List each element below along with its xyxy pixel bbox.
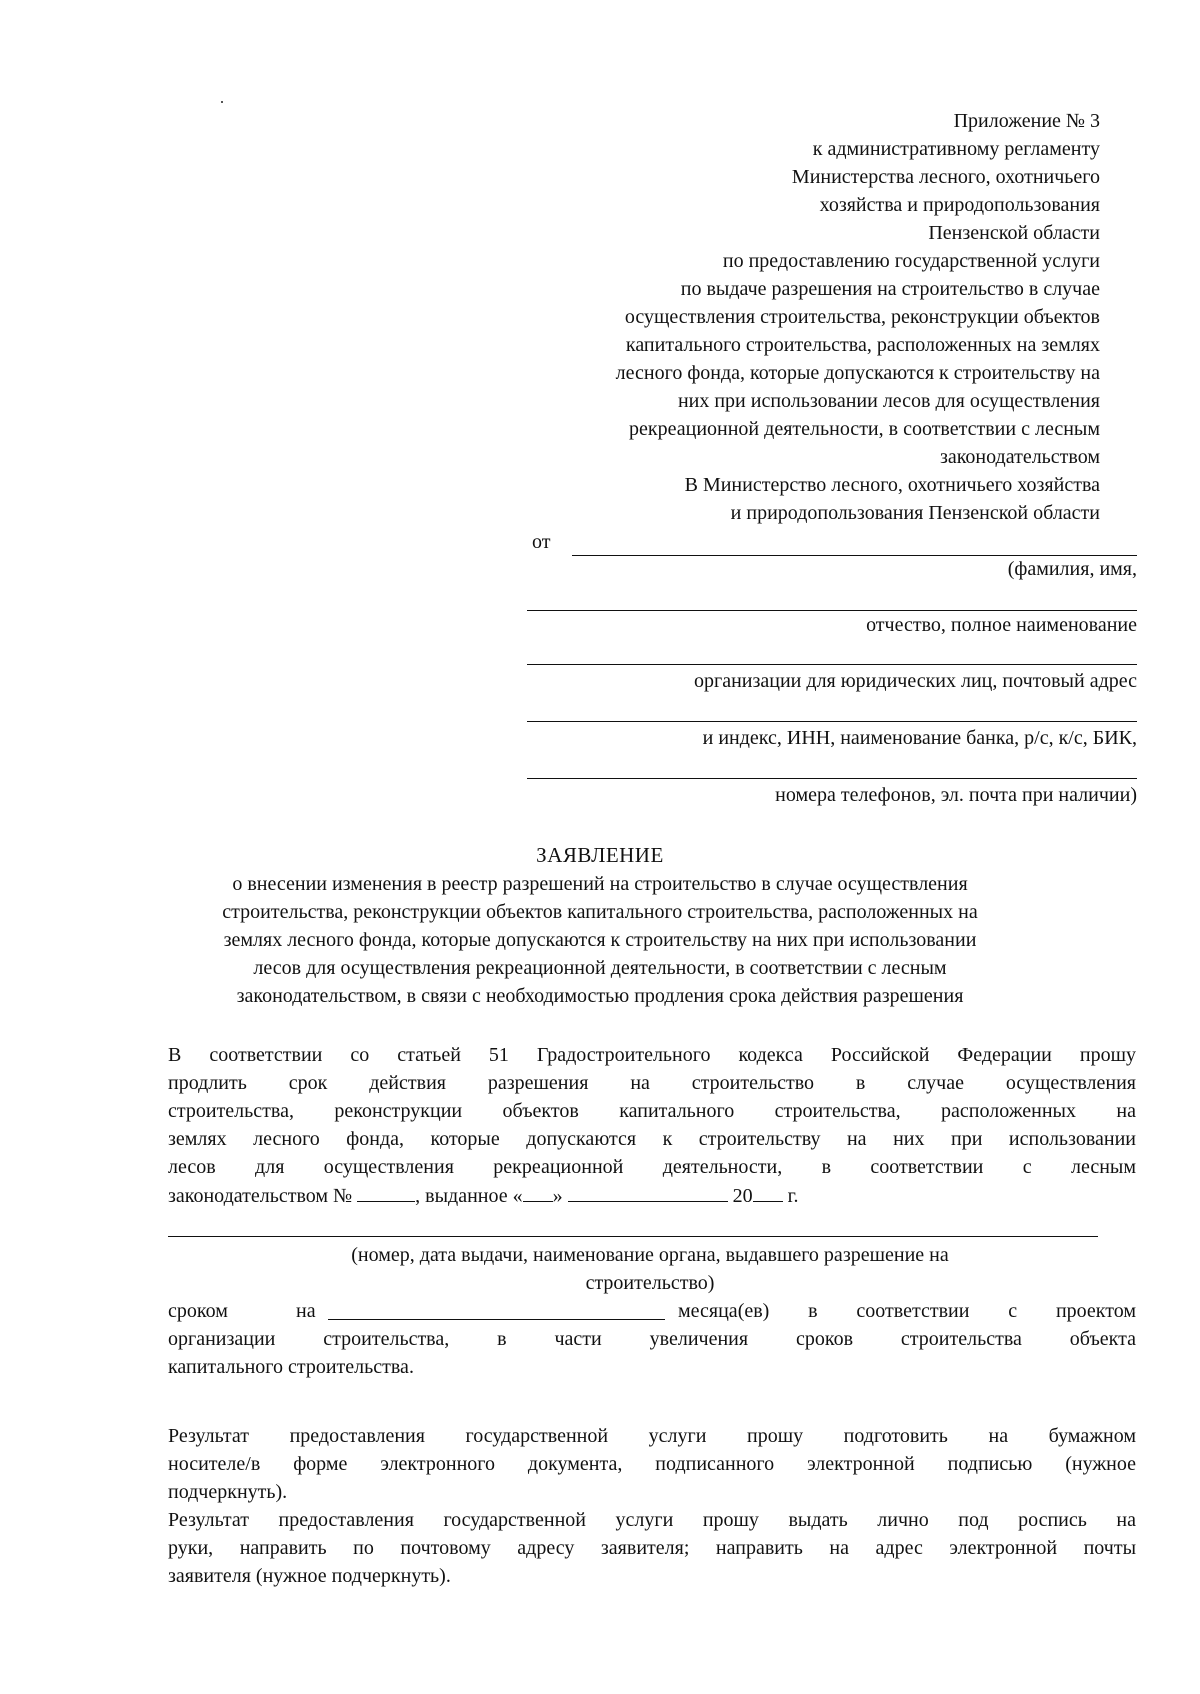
applicant-name-field[interactable]	[572, 555, 1137, 556]
applicant-field-line[interactable]	[527, 664, 1137, 665]
applicant-hint: (фамилия, имя,	[1007, 558, 1137, 580]
result-delivery-line: руки, направить по почтовому адресу заявителя; направить на адрес электронной почты	[168, 1537, 1136, 1559]
quote-close: »	[552, 1185, 563, 1207]
year-suffix: г.	[787, 1185, 799, 1207]
applicant-hint: отчество, полное наименование	[866, 614, 1137, 636]
applicant-field-line[interactable]	[527, 778, 1137, 779]
na-word: на	[296, 1300, 316, 1322]
appendix-line: по предоставлению государственной услуги	[722, 250, 1100, 272]
subtitle-line: законодательством, в связи с необходимостью продления срока действия разрешения	[236, 985, 964, 1007]
request-paragraph	[168, 1041, 1136, 1210]
from-label: от	[532, 531, 551, 553]
year-prefix: 20	[732, 1185, 753, 1207]
term-months-field[interactable]	[328, 1299, 665, 1320]
request-line: землях лесного фонда, которые допускаются к строительству на них при использовании	[168, 1128, 1136, 1150]
permit-details-field[interactable]	[168, 1236, 1098, 1237]
statement-title: ЗАЯВЛЕНИЕ	[536, 843, 664, 867]
issue-day-field[interactable]	[523, 1181, 553, 1202]
result-delivery-line: Результат предоставления государственной услуги прошу выдать лично под роспись на	[168, 1509, 1136, 1531]
appendix-line: законодательством	[939, 446, 1100, 468]
srokom-word: сроком	[168, 1300, 228, 1322]
statement-subtitle	[150, 870, 1050, 1010]
term-line-1	[168, 1297, 1136, 1325]
appendix-line: Пензенской области	[928, 222, 1100, 244]
appendix-line: по выдаче разрешения на строительство в случае	[680, 278, 1100, 300]
appendix-header	[480, 107, 1100, 527]
request-line: строительства, реконструкции объектов капитального строительства, расположенных на	[168, 1100, 1136, 1122]
result-delivery-last: заявителя (нужное подчеркнуть).	[168, 1565, 451, 1587]
result-format-last: подчеркнуть).	[168, 1481, 288, 1503]
subtitle-line: строительства, реконструкции объектов капитального строительства, расположенных на	[222, 901, 978, 923]
appendix-line: рекреационной деятельности, в соответствии с лесным	[629, 418, 1100, 440]
term-line-3: капитального строительства.	[168, 1356, 414, 1378]
request-line: В соответствии со статьей 51 Градостроительного кодекса Российской Федерации прошу	[168, 1044, 1136, 1066]
appendix-line: капитального строительства, расположенных на землях	[625, 334, 1100, 356]
applicant-field-line[interactable]	[527, 610, 1137, 611]
appendix-line: Министерства лесного, охотничьего	[791, 166, 1100, 188]
result-format-paragraph	[168, 1422, 1136, 1506]
addressee-line: В Министерство лесного, охотничьего хозяйства	[684, 474, 1100, 496]
issued-label: , выданное «	[415, 1185, 523, 1207]
applicant-from-row	[532, 531, 1137, 561]
appendix-line: Приложение № 3	[953, 110, 1100, 132]
permit-hint-line: строительство)	[585, 1272, 715, 1294]
scan-speck	[221, 101, 223, 103]
term-line-2: организации строительства, в части увеличения сроков строительства объекта	[168, 1328, 1136, 1350]
result-delivery-paragraph	[168, 1506, 1136, 1590]
subtitle-line: о внесении изменения в реестр разрешений на строительство в случае осуществления	[232, 873, 968, 895]
result-format-line: носителе/в форме электронного документа, подписанного электронной подписью (нужное	[168, 1453, 1136, 1475]
appendix-line: них при использовании лесов для осуществления	[677, 390, 1100, 412]
permit-number-label: законодательством №	[168, 1185, 353, 1207]
applicant-hint: номера телефонов, эл. почта при наличии)	[775, 784, 1137, 806]
result-format-line: Результат предоставления государственной услуги прошу подготовить на бумажном	[168, 1425, 1136, 1447]
term-paragraph	[168, 1297, 1136, 1381]
request-line: продлить срок действия разрешения на строительство в случае осуществления	[168, 1072, 1136, 1094]
applicant-hint: организации для юридических лиц, почтовый адрес	[694, 670, 1137, 692]
applicant-field-line[interactable]	[527, 721, 1137, 722]
subtitle-line: лесов для осуществления рекреационной деятельности, в соответствии с лесным	[253, 957, 947, 979]
issue-year-field[interactable]	[753, 1181, 783, 1202]
appendix-line: хозяйства и природопользования	[819, 194, 1100, 216]
appendix-line: осуществления строительства, реконструкции объектов	[624, 306, 1100, 328]
term-after-blank: месяца(ев) в соответствии с проектом	[678, 1300, 1136, 1322]
request-line: лесов для осуществления рекреационной деятельности, в соответствии с лесным	[168, 1156, 1136, 1178]
subtitle-line: землях лесного фонда, которые допускаются к строительству на них при использовании	[223, 929, 977, 951]
appendix-line: к административному регламенту	[812, 138, 1100, 160]
addressee-line: и природопользования Пензенской области	[730, 502, 1100, 524]
request-last-line	[168, 1181, 1136, 1210]
permit-number-field[interactable]	[357, 1181, 415, 1202]
applicant-hint: и индекс, ИНН, наименование банка, р/с, к/с, БИК,	[702, 727, 1137, 749]
permit-hint	[250, 1241, 1050, 1297]
issue-month-field[interactable]	[568, 1181, 728, 1202]
appendix-line: лесного фонда, которые допускаются к строительству на	[615, 362, 1100, 384]
permit-hint-line: (номер, дата выдачи, наименование органа, выдавшего разрешение на	[351, 1244, 949, 1266]
